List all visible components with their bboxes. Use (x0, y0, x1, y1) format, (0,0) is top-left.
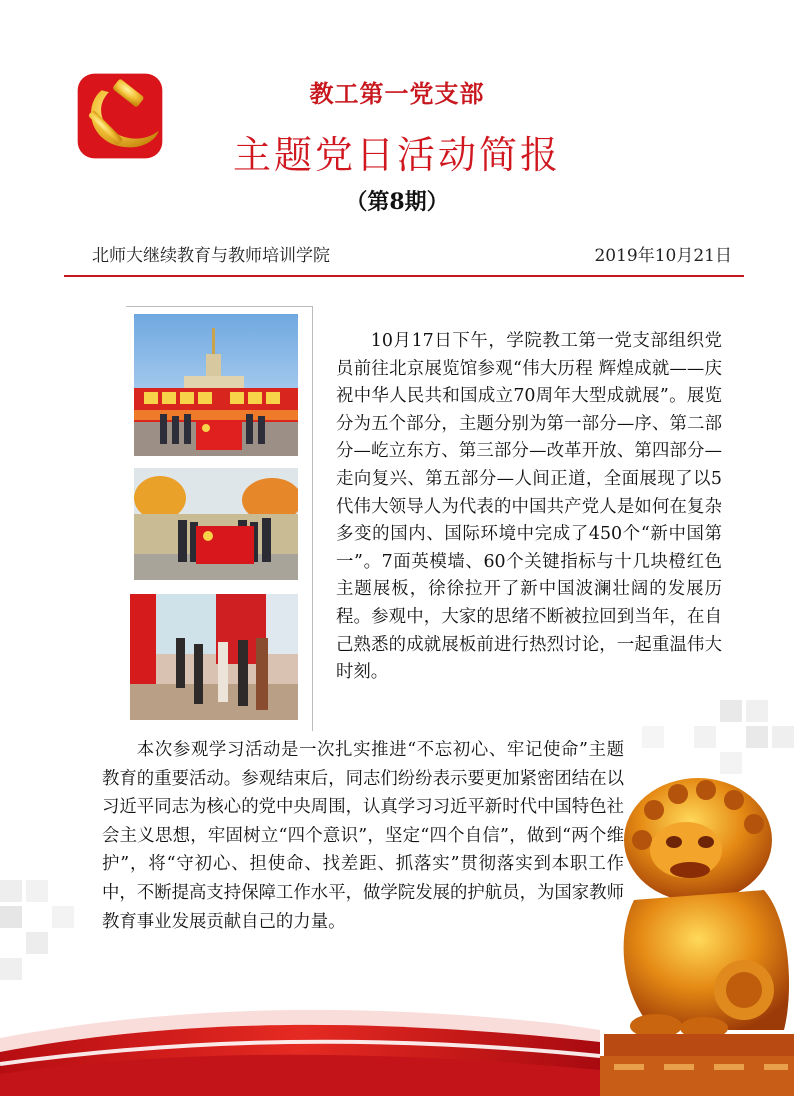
organization-name: 北师大继续教育与教师培训学院 (92, 246, 330, 266)
header-divider (64, 275, 744, 277)
issue-number: （第8期） (345, 189, 449, 215)
photo-group-flag (134, 468, 298, 580)
body-paragraph-1: 10月17日下午，学院教工第一党支部组织党员前往北京展览馆参观“伟大历程 辉煌成就——庆祝中华人民共和国成立70周年大型成就展”。展览分为五个部分，主题分别为第一部分—序、第二部分—屹立东方、第三部分—改革开放、第四部分—走向复兴、第五部分—人间正道，全面展现了以5代伟大领导人为代表的中国共产党人是如何在复杂多变的国内、国际环境中完成了450个“新中国第一”。7面英模墙、60个关键指标与十几块橙红色主题展板，徐徐拉开了新中国波澜壮阔的发展历程。参观中，大家的思绪不断被拉回到当年，在自己熟悉的成就展板前进行热烈讨论，一起重温伟大时刻。 (336, 331, 722, 683)
red-wave-ribbon (0, 990, 794, 1096)
page-title: 主题党日活动简报 (232, 133, 561, 177)
publish-date: 2019年10月21日 (594, 246, 732, 266)
photo-exhibition-hall (134, 314, 298, 456)
branch-title: 教工第一党支部 (309, 79, 485, 108)
body-paragraph-2: 本次参观学习活动是一次扎实推进“不忘初心、牢记使命”主题教育的重要活动。参观结束后，同志们纷纷表示要更加紧密团结在以习近平同志为核心的党中央周围，认真学习习近平新时代中国特色社会主义思想，牢固树立“四个意识”，坚定“四个自信”，做到“两个维护”，将“守初心、担使命、找差距、抓落实”贯彻落实到本职工作中，不断提高支持保障工作水平，做学院发展的护航员，为国家教师教育事业发展贡献自己的力量。 (102, 740, 624, 932)
photo-indoor-visit (130, 594, 298, 720)
